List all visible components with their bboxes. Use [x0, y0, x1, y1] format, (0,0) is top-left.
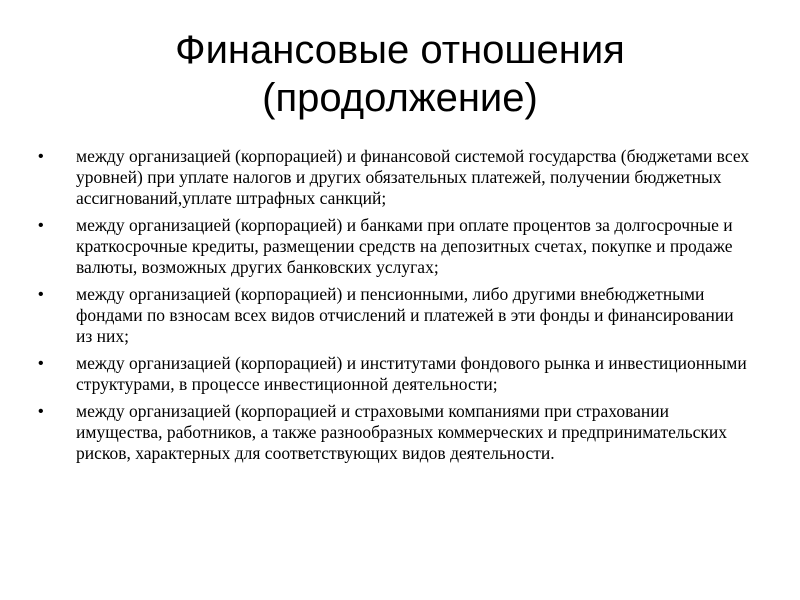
bullet-item	[38, 284, 753, 347]
bullet-icon: •	[38, 355, 44, 372]
slide-title-line-1: Финансовые отношения	[175, 28, 625, 72]
bullet-icon: •	[38, 286, 44, 303]
bullet-text: между организацией (корпорацией) и банками при оплате процентов за долгосрочные и краткосрочные кредиты, размещении средств на депозитных счетах, покупке и продаже валюты, возможных других банковских услугах;	[76, 215, 733, 277]
bullet-text: между организацией (корпорацией) и пенсионными, либо другими внебюджетными фондами по взносам всех видов отчислений и платежей в эти фонды и финансировании из них;	[76, 284, 734, 346]
bullet-list	[38, 146, 753, 464]
slide-title	[90, 26, 710, 122]
bullet-icon: •	[38, 217, 44, 234]
bullet-text: между организацией (корпорацией) и финансовой системой государства (бюджетами всех уровней) при уплате налогов и других обязательных платежей, получении бюджетных ассигнований,уплате штрафных санкций;	[76, 146, 750, 208]
bullet-icon: •	[38, 148, 44, 165]
bullet-icon: •	[38, 403, 44, 420]
bullet-text: между организацией (корпорацией) и институтами фондового рынка и инвестиционными структурами, в процессе инвестиционной деятельности;	[76, 353, 747, 394]
bullet-item	[38, 401, 753, 464]
bullet-text: между организацией (корпорацией и страховыми компаниями при страховании имущества, работников, а также разнообразных коммерческих и предпринимательских рисков, характерных для соответствующих видов деятельности.	[76, 401, 727, 463]
bullet-item	[38, 146, 753, 209]
slide-title-line-2: (продолжение)	[262, 76, 538, 120]
slide-body	[38, 146, 753, 470]
bullet-item	[38, 215, 753, 278]
bullet-item	[38, 353, 753, 395]
